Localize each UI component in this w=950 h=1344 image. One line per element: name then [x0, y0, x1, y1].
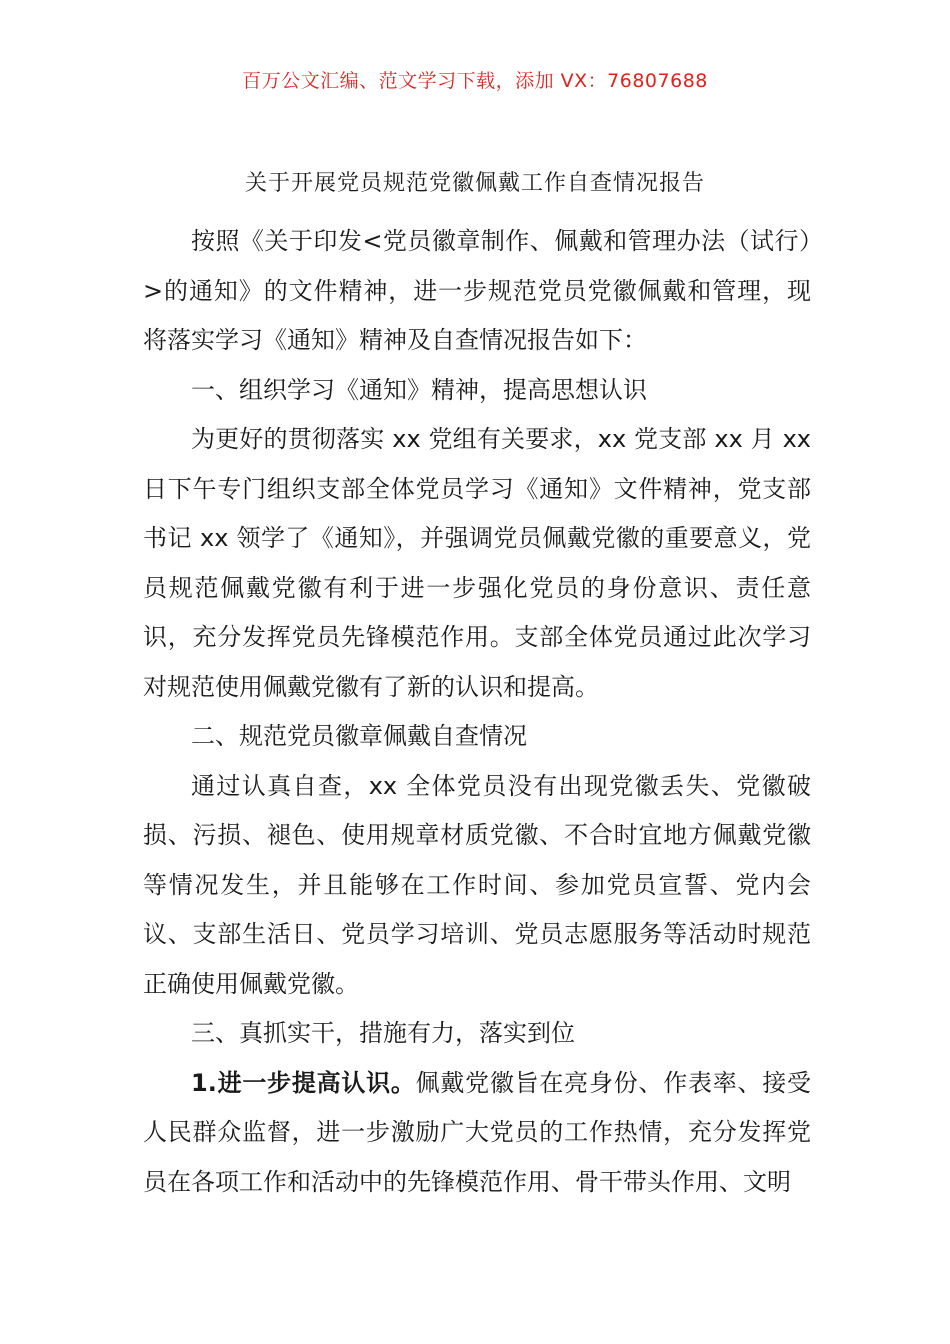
section-paragraph-3 [143, 1059, 811, 1208]
section-paragraph-1: 为更好的贯彻落实 xx 党组有关要求，xx 党支部 xx 月 xx 日下午专门组织支部全体党员学习《通知》文件精神，党支部书记 xx 领学了《通知》，并强调党员佩戴党徽的重要意义，党员规范佩戴党徽有利于进一步强化党员的身份意识、责任意识，充分发挥党员先锋模范作用。支部全体党员通过此次学习对规范使用佩戴党徽有了新的认识和提高。 [143, 425, 811, 701]
document-title: 关于开展党员规范党徽佩戴工作自查情况报告 [244, 171, 705, 196]
section-paragraph-2: 通过认真自查，xx 全体党员没有出现党徽丢失、党徽破损、污损、褪色、使用规章材质党徽、不合时宜地方佩戴党徽等情况发生，并且能够在工作时间、参加党员宣誓、党内会议、支部生活日、党员学习培训、党员志愿服务等活动时规范正确使用佩戴党徽。 [143, 771, 811, 998]
header-note: 百万公文汇编、范文学习下载，添加 VX：76807688 [242, 70, 708, 92]
section-heading-2: 二、规范党员徽章佩戴自查情况 [191, 722, 527, 750]
intro-paragraph: 按照《关于印发<党员徽章制作、佩戴和管理办法（试行）>的通知》的文件精神，进一步规范党员党徽佩戴和管理，现将落实学习《通知》精神及自查情况报告如下： [143, 227, 811, 354]
item-text: 佩戴党徽旨在亮身份、作表率、接受人民群众监督，进一步激励广大党员的工作热情，充分发挥党员在各项工作和活动中的先锋模范作用、骨干带头作用、文明 [143, 1068, 811, 1196]
section-heading-1: 一、组织学习《通知》精神，提高思想认识 [191, 375, 647, 404]
item-lead-bold: 1.进一步提高认识。 [191, 1068, 416, 1097]
document-body [143, 217, 811, 1207]
section-heading-3: 三、真抓实干，措施有力，落实到位 [191, 1019, 575, 1047]
